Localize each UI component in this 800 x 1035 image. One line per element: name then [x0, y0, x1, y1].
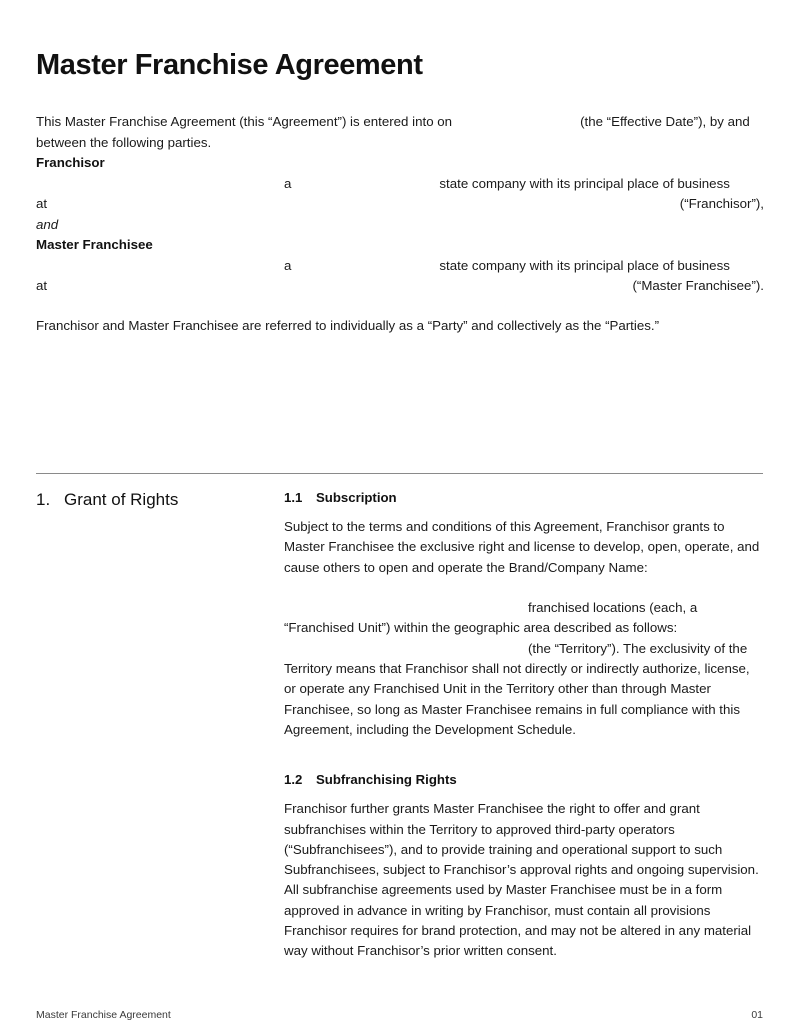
- subsection-1-2-number: 1.2: [284, 772, 303, 788]
- subsection-1-1-text-3: (the “Territory”). The exclusivity of the Territory means that Franchisor shall not directly or indirectly authorize, license, or operate any Franchised Unit in the Territory other than through Master Franchisee, so long as Master Franchisee remains in full compliance with this Agreement, including the Development Schedule.: [284, 640, 750, 737]
- master-franchisee-closing-text: (“Master Franchisee”).: [632, 278, 764, 293]
- franchisor-entity-line: [36, 174, 764, 195]
- franchisor-entity-text: state company with its principal place of business: [439, 175, 730, 191]
- master-franchisee-entity-text: state company with its principal place of business: [439, 257, 730, 273]
- subsection-1-2-body: Franchisor further grants Master Franchisee the right to offer and grant subfranchises within the Territory to approved third-party operators (“Subfranchisees”), and to provide training and operational support to such Subfranchisees, subject to Franchisor’s approval rights and ongoing supervision. All subfranchise agreements used by Master Franchisee must be in a form approved in advance in writing by Franchisor, must contain all provisions Franchisor requires for brand protection, and may not be altered in any material way without Franchisor’s prior written consent.: [284, 801, 759, 959]
- section-number: 1.: [36, 490, 51, 509]
- effective-date-blank[interactable]: [452, 125, 580, 126]
- section-body: [284, 488, 763, 962]
- franchisor-address-blank[interactable]: [47, 207, 627, 208]
- master-franchisee-address-blank[interactable]: [47, 289, 627, 290]
- franchisor-at-label: at: [36, 196, 48, 211]
- franchisor-article: a: [284, 175, 292, 191]
- subsection-1-2: [284, 770, 763, 961]
- brand-company-name-blank[interactable]: [284, 591, 546, 592]
- section-heading: [36, 488, 284, 512]
- page-title: Master Franchise Agreement: [36, 49, 423, 82]
- subsection-1-1-heading: [284, 488, 763, 508]
- franchisor-closing-text: (“Franchisor”),: [679, 196, 764, 211]
- master-franchisee-address-line: [36, 276, 764, 297]
- master-franchisee-at-label: at: [36, 278, 48, 293]
- franchisor-name-blank[interactable]: [36, 187, 284, 188]
- subsection-1-1-text-1: Subject to the terms and conditions of this Agreement, Franchisor grants to Master Franchisee the exclusive right and license to develop, open, operate, and cause others to open and operate the Brand/Company Name:: [284, 519, 760, 575]
- franchisor-state-blank[interactable]: [291, 187, 439, 188]
- subsection-1-1-body: [284, 517, 763, 740]
- intro-text-before-blank: This Master Franchise Agreement (this “Agreement”) is entered into on: [36, 114, 453, 129]
- page-footer: [36, 1008, 763, 1022]
- subsection-1-1-title: Subscription: [316, 490, 397, 505]
- subsection-1-1: [284, 488, 763, 740]
- section-title: Grant of Rights: [64, 490, 179, 509]
- master-franchisee-entity-line: [36, 256, 764, 277]
- section-divider: [36, 473, 763, 474]
- franchisor-label: Franchisor: [36, 155, 105, 170]
- master-franchisee-name-blank[interactable]: [36, 269, 284, 270]
- intro-parties-block: [36, 112, 764, 336]
- conjunction-and: and: [36, 216, 59, 232]
- subsection-1-1-number: 1.1: [284, 490, 303, 505]
- footer-page-number: 01: [751, 1009, 763, 1021]
- intro-paragraph: [36, 112, 764, 153]
- subsection-1-2-title: Subfranchising Rights: [316, 772, 457, 788]
- section-grant-of-rights: [36, 488, 763, 962]
- master-franchisee-state-blank[interactable]: [291, 269, 439, 270]
- subsection-1-1-text-2: franchised locations (each, a “Franchised Unit”) within the geographic area described as follows:: [284, 600, 698, 636]
- territory-description-blank[interactable]: [284, 652, 528, 653]
- master-franchisee-article: a: [284, 257, 292, 273]
- footer-document-name: Master Franchise Agreement: [36, 1009, 171, 1021]
- number-of-locations-blank[interactable]: [284, 611, 528, 612]
- intro-text-after-blank: (the “Effective Date”), by and between the following parties.: [36, 114, 750, 150]
- subsection-1-2-heading: [284, 770, 763, 790]
- master-franchisee-label: Master Franchisee: [36, 237, 153, 252]
- franchisor-address-line: [36, 194, 764, 215]
- parties-summary-paragraph: Franchisor and Master Franchisee are referred to individually as a “Party” and collectively as the “Parties.”: [36, 317, 659, 333]
